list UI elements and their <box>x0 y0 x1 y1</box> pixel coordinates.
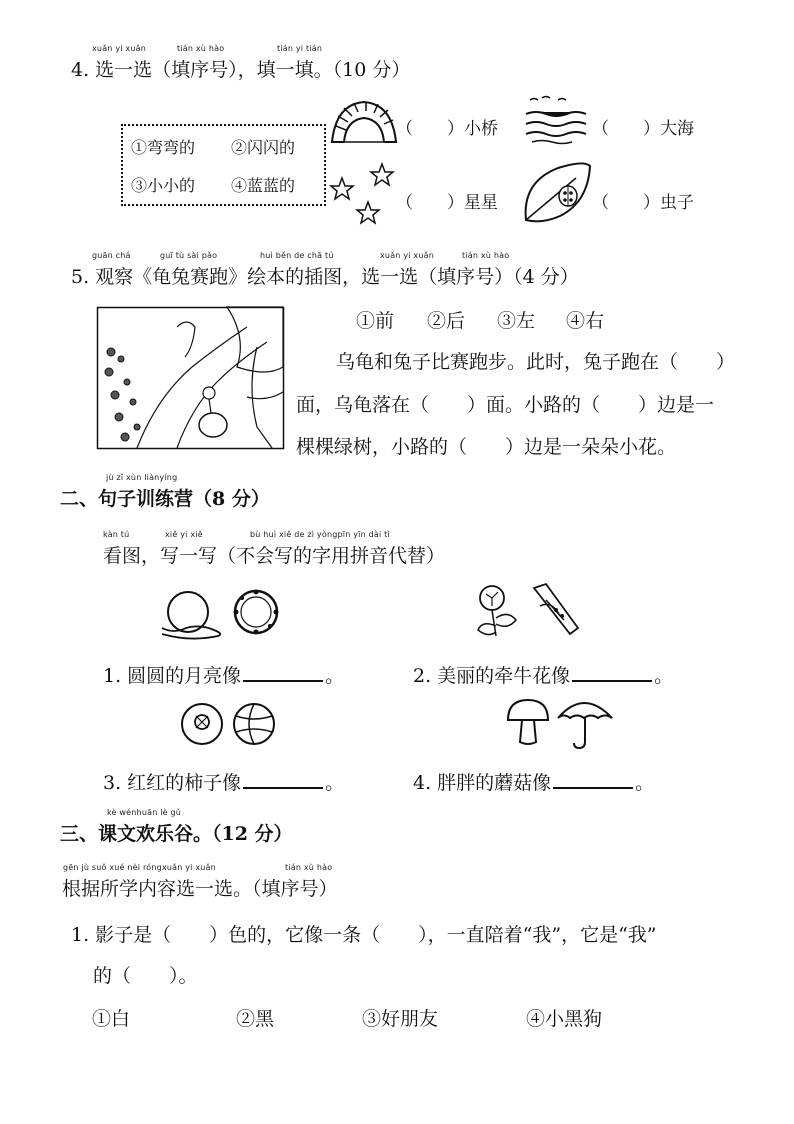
pinyin: kè wénhuān lè gǔ <box>107 808 182 817</box>
q1-line-2: 的（ ）。 <box>93 965 198 987</box>
sentence-2: 2. 美丽的牵牛花像 。 <box>413 665 674 687</box>
pinyin: guī tù sài pǎo <box>160 251 218 260</box>
sentence-1: 1. 圆圆的月亮像 。 <box>103 665 345 687</box>
option: ②后 <box>427 310 466 332</box>
option: ③好朋友 <box>362 1008 439 1030</box>
pinyin: tián xù hào <box>462 251 510 260</box>
section-3-title: 三、课文欢乐谷。（12 分） <box>60 823 293 845</box>
question-4-title: 4. 选一选（填序号），填一填。（10 分） <box>71 59 411 81</box>
answer-blank[interactable] <box>243 773 323 789</box>
option: ①白 <box>92 1008 131 1030</box>
section-2-title: 二、句子训练营（8 分） <box>60 488 270 510</box>
pinyin: xiě yi xiě <box>165 530 203 539</box>
sea-icon <box>524 96 592 146</box>
pinyin: gēn jù suǒ xué nèi róngxuǎn yi xuǎn <box>63 863 216 872</box>
tortoise-hare-illustration <box>97 307 284 449</box>
pinyin: guān chá <box>92 251 131 260</box>
option: ③小小的 <box>131 176 196 195</box>
answer-blank[interactable] <box>553 773 633 789</box>
stars-icon <box>330 160 398 230</box>
option: ②闪闪的 <box>231 138 296 157</box>
section-3-instruction: 根据所学内容选一选。（填序号） <box>62 878 338 900</box>
pinyin: tián yi tián <box>277 44 323 53</box>
moon-tambourine-icon <box>160 590 300 638</box>
question-5-title: 5. 观察《龟兔赛跑》绘本的插图，选一选（填序号）（4 分） <box>71 266 579 288</box>
pinyin: tián xù hào <box>285 863 333 872</box>
q1-line-1: 1. 影子是（ ）色的，它像一条（ ），一直陪着“我”，它是“我” <box>71 924 657 946</box>
q5-text-line: 乌龟和兔子比赛跑步。此时，兔子跑在（ ） <box>336 351 736 373</box>
option: ②黑 <box>236 1008 275 1030</box>
option: ①前 <box>356 310 395 332</box>
q5-text-line: 面，乌龟落在（ ）面。小路的（ ）边是一 <box>296 394 715 416</box>
blank-bridge[interactable]: （ ）小桥 <box>396 119 498 139</box>
pinyin: bù huì xiě de zì yòngpīn yīn dài tì <box>250 530 390 539</box>
blank-sea[interactable]: （ ）大海 <box>592 119 694 139</box>
sentence-4: 4. 胖胖的蘑菇像 。 <box>413 772 655 794</box>
pinyin: kàn tú <box>103 530 130 539</box>
mushroom-umbrella-icon <box>504 696 616 750</box>
blank-stars[interactable]: （ ）星星 <box>396 193 498 213</box>
pinyin: xuǎn yi xuǎn <box>380 251 434 260</box>
option: ④小黑狗 <box>526 1008 603 1030</box>
answer-blank[interactable] <box>243 666 323 682</box>
section-2-instruction: 看图，写一写（不会写的字用拼音代替） <box>103 545 446 567</box>
leaf-ladybug-icon <box>520 162 592 224</box>
options-box <box>121 124 326 206</box>
flower-trumpet-icon <box>474 580 586 640</box>
q5-text-line: 棵棵绿树，小路的（ ）边是一朵朵小花。 <box>296 436 677 458</box>
pinyin: huì běn de chā tú <box>260 251 334 260</box>
persimmon-ball-icon <box>180 700 280 748</box>
pinyin: xuǎn yi xuǎn <box>92 44 146 53</box>
option: ④蓝蓝的 <box>231 176 296 195</box>
answer-blank[interactable] <box>572 666 652 682</box>
pinyin: tián xù hào <box>177 44 225 53</box>
option: ①弯弯的 <box>131 138 196 157</box>
option: ④右 <box>566 310 605 332</box>
sentence-3: 3. 红红的柿子像 。 <box>103 772 345 794</box>
bridge-icon <box>328 96 400 146</box>
blank-bug[interactable]: （ ）虫子 <box>592 193 694 213</box>
option: ③左 <box>497 310 536 332</box>
pinyin: jù zǐ xùn liànyíng <box>106 473 178 482</box>
